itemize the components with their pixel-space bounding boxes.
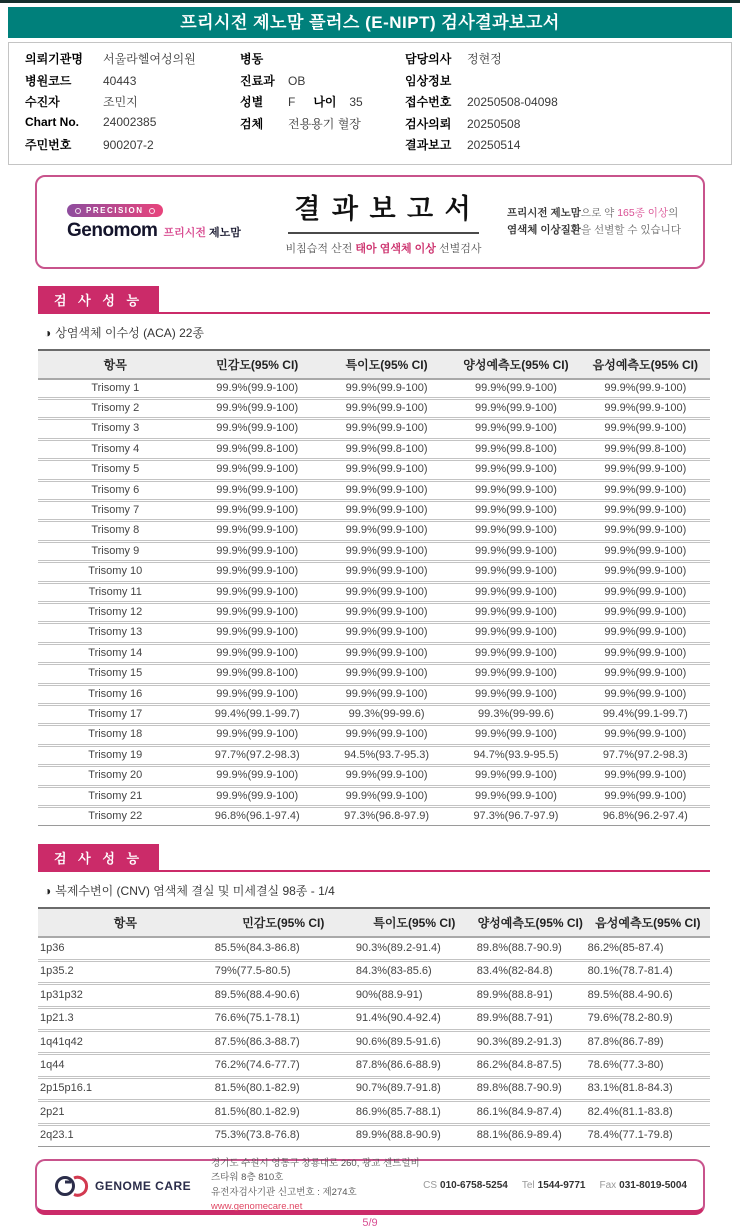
value-cell: 76.6%(75.1-78.1) — [213, 1007, 354, 1030]
value-cell: 99.9%(99.9-100) — [322, 521, 451, 541]
tel-number: 1544-9771 — [537, 1180, 586, 1192]
table-row — [38, 1077, 710, 1100]
field-value-resident-no: 900207-2 — [103, 138, 154, 152]
col-header-npv: 음성예측도(95% CI) — [581, 350, 710, 379]
col-header-ppv: 양성예측도(95% CI) — [475, 908, 586, 937]
section1-subtitle — [44, 324, 740, 341]
value-cell: 99.9%(99.8-100) — [193, 664, 322, 684]
value-cell: 99.9%(99.8-100) — [451, 439, 580, 459]
item-cell: Trisomy 11 — [38, 582, 193, 602]
value-cell: 99.9%(99.9-100) — [451, 541, 580, 561]
value-cell: 89.9%(88.8-90.9) — [354, 1124, 475, 1146]
section2-header-bar — [38, 844, 710, 872]
col-header-specificity: 특이도(95% CI) — [322, 350, 451, 379]
item-cell: 1p31p32 — [38, 984, 213, 1007]
brand-kr-precision: 프리시전 — [163, 227, 206, 240]
value-cell: 99.9%(99.9-100) — [322, 500, 451, 520]
value-cell: 80.1%(78.7-81.4) — [586, 960, 710, 983]
item-cell: Trisomy 7 — [38, 500, 193, 520]
value-cell: 99.9%(99.9-100) — [193, 623, 322, 643]
value-cell: 99.9%(99.9-100) — [193, 500, 322, 520]
col-header-sensitivity: 민감도(95% CI) — [213, 908, 354, 937]
item-cell: Trisomy 3 — [38, 419, 193, 439]
value-cell: 81.5%(80.1-82.9) — [213, 1077, 354, 1100]
item-cell: 1q44 — [38, 1054, 213, 1077]
table-row — [38, 460, 710, 480]
value-cell: 89.5%(88.4-90.6) — [586, 984, 710, 1007]
item-cell: Trisomy 15 — [38, 664, 193, 684]
value-cell: 99.9%(99.9-100) — [322, 480, 451, 500]
value-cell: 87.5%(86.3-88.7) — [213, 1031, 354, 1054]
value-cell: 99.9%(99.9-100) — [581, 766, 710, 786]
value-cell: 99.9%(99.9-100) — [322, 684, 451, 704]
note-count-highlight: 165종 이상 — [617, 207, 669, 220]
patient-info-col2 — [240, 50, 405, 158]
item-cell: Trisomy 5 — [38, 460, 193, 480]
value-cell: 86.1%(84.9-87.4) — [475, 1101, 586, 1124]
item-cell: 1p36 — [38, 937, 213, 960]
value-cell: 99.9%(99.9-100) — [451, 623, 580, 643]
cnv-table-head — [38, 908, 710, 937]
value-cell: 79.6%(78.2-80.9) — [586, 1007, 710, 1030]
field-value-age: 35 — [349, 95, 363, 109]
table-row — [38, 602, 710, 622]
value-cell: 99.9%(99.9-100) — [581, 643, 710, 663]
note-brand-bold: 프리시전 제노맘 — [507, 207, 581, 220]
note-disease-bold: 염색체 이상질환 — [507, 223, 581, 236]
footer-contacts — [423, 1180, 687, 1191]
aca-performance-table — [38, 349, 710, 827]
value-cell: 99.9%(99.9-100) — [322, 602, 451, 622]
section1-title: 검 사 성 능 — [38, 286, 159, 312]
item-cell: Trisomy 16 — [38, 684, 193, 704]
value-cell: 99.9%(99.9-100) — [581, 379, 710, 399]
value-cell: 99.9%(99.9-100) — [581, 500, 710, 520]
section2-subtitle-text: 복제수변이 (CNV) 염색체 결실 및 미세결실 98종 - 1/4 — [55, 884, 335, 899]
value-cell: 99.9%(99.9-100) — [322, 582, 451, 602]
value-cell: 99.9%(99.9-100) — [581, 541, 710, 561]
value-cell: 99.9%(99.9-100) — [322, 460, 451, 480]
table-row — [38, 643, 710, 663]
table-row — [38, 500, 710, 520]
value-cell: 99.9%(99.9-100) — [581, 582, 710, 602]
table-row — [38, 379, 710, 399]
col-header-npv: 음성예측도(95% CI) — [586, 908, 710, 937]
value-cell: 99.9%(99.9-100) — [581, 398, 710, 418]
value-cell: 99.9%(99.9-100) — [451, 664, 580, 684]
table-row — [38, 664, 710, 684]
value-cell: 99.9%(99.9-100) — [193, 562, 322, 582]
field-value-chart-no: 24002385 — [103, 114, 157, 129]
value-cell: 97.7%(97.2-98.3) — [193, 745, 322, 765]
item-cell: Trisomy 8 — [38, 521, 193, 541]
subtitle-pre: 비침습적 산전 — [285, 243, 356, 255]
field-label-ward: 병동 — [240, 52, 264, 66]
value-cell: 82.4%(81.1-83.8) — [586, 1101, 710, 1124]
value-cell: 86.2%(84.8-87.5) — [475, 1054, 586, 1077]
value-cell: 90.3%(89.2-91.4) — [354, 937, 475, 960]
cs-number: 010-6758-5254 — [440, 1180, 508, 1192]
field-label-doctor: 담당의사 — [405, 52, 452, 66]
value-cell: 78.6%(77.3-80) — [586, 1054, 710, 1077]
value-cell: 89.9%(88.7-91) — [475, 1007, 586, 1030]
table-row — [38, 725, 710, 745]
item-cell: Trisomy 1 — [38, 379, 193, 399]
value-cell: 96.8%(96.1-97.4) — [193, 807, 322, 826]
value-cell: 90.6%(89.5-91.6) — [354, 1031, 475, 1054]
value-cell: 99.9%(99.9-100) — [581, 521, 710, 541]
value-cell: 99.9%(99.9-100) — [451, 379, 580, 399]
value-cell: 99.9%(99.9-100) — [193, 398, 322, 418]
field-label-institution: 의뢰기관명 — [25, 52, 83, 66]
section2-title: 검 사 성 능 — [38, 844, 159, 870]
table-row — [38, 684, 710, 704]
field-value-specimen: 전용용기 혈장 — [288, 116, 361, 131]
footer-panel — [35, 1159, 705, 1215]
table-row — [38, 398, 710, 418]
item-cell: Trisomy 9 — [38, 541, 193, 561]
note-end1: 의 — [668, 207, 679, 220]
item-cell: Trisomy 17 — [38, 705, 193, 725]
value-cell: 99.9%(99.9-100) — [451, 643, 580, 663]
item-cell: 1q41q42 — [38, 1031, 213, 1054]
value-cell: 94.7%(93.9-95.5) — [451, 745, 580, 765]
field-value-patient: 조민지 — [103, 95, 138, 109]
field-value-doctor: 정현정 — [467, 52, 502, 66]
page-title: 프리시전 제노맘 플러스 (E-NIPT) 검사결과보고서 — [180, 13, 560, 32]
table-row — [38, 705, 710, 725]
item-cell: Trisomy 2 — [38, 398, 193, 418]
value-cell: 99.9%(99.9-100) — [581, 460, 710, 480]
table-row — [38, 521, 710, 541]
value-cell: 99.9%(99.9-100) — [322, 664, 451, 684]
field-label-receipt-no: 접수번호 — [405, 95, 452, 109]
table-row — [38, 582, 710, 602]
value-cell: 99.9%(99.9-100) — [193, 480, 322, 500]
col-header-item: 항목 — [38, 908, 213, 937]
patient-info-col3 — [405, 50, 715, 158]
value-cell: 90.7%(89.7-91.8) — [354, 1077, 475, 1100]
value-cell: 99.9%(99.9-100) — [581, 664, 710, 684]
value-cell: 99.9%(99.9-100) — [581, 480, 710, 500]
table-row — [38, 419, 710, 439]
field-label-age: 나이 — [313, 95, 337, 109]
value-cell: 99.9%(99.9-100) — [451, 398, 580, 418]
table-row — [38, 960, 710, 983]
value-cell: 99.9%(99.9-100) — [193, 419, 322, 439]
item-cell: Trisomy 18 — [38, 725, 193, 745]
value-cell: 89.8%(88.7-90.9) — [475, 937, 586, 960]
item-cell: 2p15p16.1 — [38, 1077, 213, 1100]
item-cell: Trisomy 6 — [38, 480, 193, 500]
item-cell: Trisomy 22 — [38, 807, 193, 826]
value-cell: 76.2%(74.6-77.7) — [213, 1054, 354, 1077]
half-circle-icon: ◑ — [44, 325, 52, 340]
field-value-hospital-code: 40443 — [103, 73, 137, 88]
cnv-table-body — [38, 937, 710, 1146]
value-cell: 99.9%(99.9-100) — [193, 460, 322, 480]
item-cell: Trisomy 21 — [38, 786, 193, 806]
table-row — [38, 807, 710, 826]
fax-number: 031-8019-5004 — [619, 1180, 687, 1192]
brand-wordmark: Genomom — [67, 220, 158, 242]
value-cell: 99.9%(99.9-100) — [322, 766, 451, 786]
value-cell: 99.9%(99.9-100) — [193, 725, 322, 745]
field-value-sex: F — [288, 95, 296, 109]
table-row — [38, 745, 710, 765]
value-cell: 99.9%(99.9-100) — [451, 419, 580, 439]
value-cell: 90.3%(89.2-91.3) — [475, 1031, 586, 1054]
value-cell: 89.9%(88.8-91) — [475, 984, 586, 1007]
value-cell: 99.9%(99.9-100) — [193, 541, 322, 561]
aca-table-head — [38, 350, 710, 379]
value-cell: 99.3%(99-99.6) — [322, 705, 451, 725]
value-cell: 99.9%(99.9-100) — [451, 562, 580, 582]
col-header-ppv: 양성예측도(95% CI) — [451, 350, 580, 379]
genome-care-logo-icon — [53, 1173, 89, 1199]
value-cell: 87.8%(86.7-89) — [586, 1031, 710, 1054]
genome-care-logo — [53, 1173, 211, 1199]
field-value-receipt-no: 20250508-04098 — [467, 95, 558, 109]
table-row — [38, 766, 710, 786]
genome-care-logo-text: GENOME CARE — [95, 1178, 192, 1193]
value-cell: 99.4%(99.1-99.7) — [581, 705, 710, 725]
field-label-request-date: 검사의뢰 — [405, 116, 452, 131]
value-cell: 99.9%(99.9-100) — [193, 643, 322, 663]
footer-website-link[interactable]: www.genomecare.net — [211, 1200, 303, 1212]
value-cell: 79%(77.5-80.5) — [213, 960, 354, 983]
report-banner-title: 결 과 보 고 서 — [288, 187, 478, 234]
col-header-item: 항목 — [38, 350, 193, 379]
col-header-specificity: 특이도(95% CI) — [354, 908, 475, 937]
field-label-specimen: 검체 — [240, 116, 264, 131]
table-row — [38, 480, 710, 500]
value-cell: 99.9%(99.9-100) — [322, 419, 451, 439]
note-end2: 을 선별할 수 있습니다 — [580, 223, 681, 236]
badge-dot-right-icon — [149, 208, 155, 214]
value-cell: 96.8%(96.2-97.4) — [581, 807, 710, 826]
value-cell: 97.3%(96.8-97.9) — [322, 807, 451, 826]
value-cell: 87.8%(86.6-88.9) — [354, 1054, 475, 1077]
item-cell: Trisomy 12 — [38, 602, 193, 622]
field-label-sex: 성별 — [240, 95, 264, 109]
value-cell: 99.9%(99.9-100) — [322, 786, 451, 806]
genomom-logo — [55, 201, 260, 243]
value-cell: 97.7%(97.2-98.3) — [581, 745, 710, 765]
fax-label: Fax — [599, 1180, 617, 1192]
table-row — [38, 1007, 710, 1030]
field-label-chart-no: Chart No. — [25, 114, 79, 129]
value-cell: 99.9%(99.9-100) — [451, 766, 580, 786]
section1-header-bar — [38, 286, 710, 314]
value-cell: 99.9%(99.9-100) — [451, 725, 580, 745]
value-cell: 89.5%(88.4-90.6) — [213, 984, 354, 1007]
precision-badge — [67, 204, 163, 217]
value-cell: 99.9%(99.9-100) — [581, 786, 710, 806]
value-cell: 99.9%(99.8-100) — [193, 439, 322, 459]
table-row — [38, 1101, 710, 1124]
value-cell: 84.3%(83-85.6) — [354, 960, 475, 983]
half-circle-icon: ◑ — [44, 884, 52, 899]
value-cell: 99.9%(99.9-100) — [193, 379, 322, 399]
value-cell: 99.9%(99.9-100) — [193, 766, 322, 786]
banner-note — [507, 205, 685, 238]
value-cell: 94.5%(93.7-95.3) — [322, 745, 451, 765]
table-row — [38, 439, 710, 459]
value-cell: 99.9%(99.9-100) — [581, 562, 710, 582]
value-cell: 99.9%(99.9-100) — [451, 602, 580, 622]
value-cell: 99.9%(99.9-100) — [451, 786, 580, 806]
value-cell: 99.9%(99.9-100) — [581, 623, 710, 643]
item-cell: Trisomy 19 — [38, 745, 193, 765]
value-cell: 75.3%(73.8-76.8) — [213, 1124, 354, 1146]
value-cell: 91.4%(90.4-92.4) — [354, 1007, 475, 1030]
field-value-institution: 서울라헬여성의원 — [103, 52, 196, 66]
footer-address-block — [211, 1157, 423, 1214]
cs-label: CS — [423, 1180, 438, 1192]
field-label-department: 진료과 — [240, 73, 275, 88]
table-row — [38, 786, 710, 806]
table-row — [38, 984, 710, 1007]
value-cell: 99.9%(99.9-100) — [322, 725, 451, 745]
value-cell: 99.9%(99.9-100) — [451, 521, 580, 541]
report-title-band — [8, 7, 732, 38]
value-cell: 99.9%(99.9-100) — [193, 521, 322, 541]
badge-dot-left-icon — [75, 208, 81, 214]
item-cell: Trisomy 10 — [38, 562, 193, 582]
value-cell: 99.9%(99.9-100) — [322, 379, 451, 399]
value-cell: 99.9%(99.9-100) — [193, 582, 322, 602]
field-value-request-date: 20250508 — [467, 116, 521, 131]
cnv-performance-table — [38, 907, 710, 1147]
item-cell: Trisomy 13 — [38, 623, 193, 643]
patient-info-col1 — [25, 50, 240, 158]
field-label-clinical-info: 임상정보 — [405, 73, 452, 88]
col-header-sensitivity: 민감도(95% CI) — [193, 350, 322, 379]
value-cell: 99.9%(99.9-100) — [322, 562, 451, 582]
value-cell: 99.9%(99.9-100) — [451, 480, 580, 500]
brand-kr-genomom: 제노맘 — [209, 227, 241, 240]
item-cell: 1p21.3 — [38, 1007, 213, 1030]
value-cell: 99.9%(99.8-100) — [581, 439, 710, 459]
field-value-department: OB — [288, 73, 306, 88]
report-banner-subtitle — [260, 240, 507, 256]
value-cell: 99.9%(99.9-100) — [581, 684, 710, 704]
value-cell: 86.9%(85.7-88.1) — [354, 1101, 475, 1124]
value-cell: 99.9%(99.9-100) — [193, 786, 322, 806]
item-cell: Trisomy 4 — [38, 439, 193, 459]
value-cell: 81.5%(80.1-82.9) — [213, 1101, 354, 1124]
value-cell: 99.9%(99.9-100) — [451, 460, 580, 480]
note-mid: 으로 약 — [580, 207, 618, 220]
table-row — [38, 562, 710, 582]
value-cell: 99.9%(99.9-100) — [322, 398, 451, 418]
page-number: 5/9 — [362, 1217, 378, 1229]
patient-info-panel — [8, 42, 732, 165]
precision-badge-label: PRECISION — [86, 206, 144, 216]
value-cell: 99.3%(99-99.6) — [451, 705, 580, 725]
value-cell: 88.1%(86.9-89.4) — [475, 1124, 586, 1146]
value-cell: 86.2%(85-87.4) — [586, 937, 710, 960]
item-cell: 1p35.2 — [38, 960, 213, 983]
section1-subtitle-text: 상염색체 이수성 (ACA) 22종 — [55, 325, 205, 340]
value-cell: 78.4%(77.1-79.8) — [586, 1124, 710, 1146]
top-divider — [0, 0, 740, 3]
aca-table-body — [38, 379, 710, 826]
footer-address: 경기도 수원시 영통구 창룡대로 260, 광교 센트럴비즈타워 8층 810호 — [211, 1158, 420, 1184]
value-cell: 99.9%(99.9-100) — [581, 419, 710, 439]
value-cell: 99.9%(99.9-100) — [581, 725, 710, 745]
table-row — [38, 937, 710, 960]
value-cell: 99.4%(99.1-99.7) — [193, 705, 322, 725]
subtitle-highlight: 태아 염색체 이상 — [355, 243, 436, 255]
field-label-resident-no: 주민번호 — [25, 138, 72, 152]
item-cell: Trisomy 14 — [38, 643, 193, 663]
value-cell: 90%(88.9-91) — [354, 984, 475, 1007]
value-cell: 83.4%(82-84.8) — [475, 960, 586, 983]
table-row — [38, 1054, 710, 1077]
subtitle-post: 선별검사 — [435, 243, 482, 255]
value-cell: 99.9%(99.9-100) — [193, 684, 322, 704]
value-cell: 99.9%(99.8-100) — [322, 439, 451, 459]
field-label-patient: 수진자 — [25, 95, 60, 109]
value-cell: 99.9%(99.9-100) — [451, 582, 580, 602]
value-cell: 99.9%(99.9-100) — [322, 643, 451, 663]
value-cell: 99.9%(99.9-100) — [193, 602, 322, 622]
item-cell: 2p21 — [38, 1101, 213, 1124]
field-value-report-date: 20250514 — [467, 138, 521, 152]
value-cell: 99.9%(99.9-100) — [322, 623, 451, 643]
value-cell: 99.9%(99.9-100) — [322, 541, 451, 561]
table-row — [38, 1124, 710, 1146]
value-cell: 99.9%(99.9-100) — [451, 500, 580, 520]
value-cell: 85.5%(84.3-86.8) — [213, 937, 354, 960]
footer-license: 유전자검사기관 신고번호 : 제274호 — [211, 1186, 357, 1198]
item-cell: 2q23.1 — [38, 1124, 213, 1146]
result-report-banner — [35, 175, 705, 269]
table-row — [38, 623, 710, 643]
table-row — [38, 541, 710, 561]
value-cell: 99.9%(99.9-100) — [451, 684, 580, 704]
value-cell: 99.9%(99.9-100) — [581, 602, 710, 622]
item-cell: Trisomy 20 — [38, 766, 193, 786]
tel-label: Tel — [521, 1180, 535, 1192]
field-label-report-date: 결과보고 — [405, 138, 452, 152]
value-cell: 97.3%(96.7-97.9) — [451, 807, 580, 826]
section2-subtitle — [44, 882, 740, 899]
value-cell: 89.8%(88.7-90.9) — [475, 1077, 586, 1100]
field-label-hospital-code: 병원코드 — [25, 73, 72, 88]
value-cell: 83.1%(81.8-84.3) — [586, 1077, 710, 1100]
table-row — [38, 1031, 710, 1054]
